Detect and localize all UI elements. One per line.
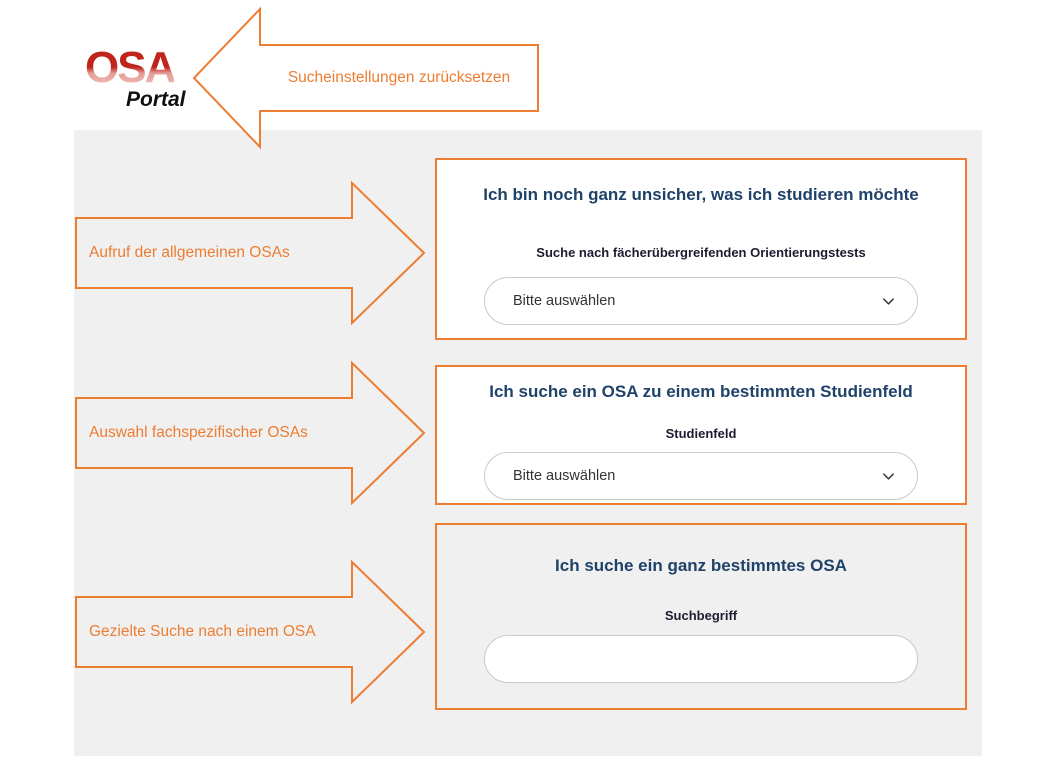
- annotation-label-subject-osas: Auswahl fachspezifischer OSAs: [89, 423, 308, 441]
- search-term-input[interactable]: [484, 635, 918, 683]
- card-targeted-search: [435, 523, 967, 710]
- field-label: Suche nach fächerübergreifenden Orientierungstests: [536, 245, 866, 260]
- field-label: Suchbegriff: [664, 608, 738, 623]
- annotation-label-targeted-search: Gezielte Suche nach einem OSA: [89, 622, 316, 640]
- field-label: Studienfeld: [665, 426, 737, 441]
- annotation-label-general-osas: Aufruf der allgemeinen OSAs: [89, 243, 290, 261]
- card-study-field: [435, 365, 967, 505]
- logo-text-osa: OSA: [85, 43, 175, 92]
- card-title: Ich suche ein OSA zu einem bestimmten Studienfeld: [489, 382, 913, 401]
- reset-annotation-label: Sucheinstellungen zurücksetzen: [287, 68, 511, 86]
- general-orientation-select[interactable]: [484, 277, 918, 325]
- study-field-select[interactable]: [484, 452, 918, 500]
- osa-portal-logo[interactable]: [85, 43, 200, 112]
- logo-text-portal: Portal: [126, 88, 186, 111]
- card-title: Ich bin noch ganz unsicher, was ich studieren möchte: [483, 185, 919, 204]
- card-general-orientation: [435, 158, 967, 340]
- card-title: Ich suche ein ganz bestimmtes OSA: [555, 556, 847, 575]
